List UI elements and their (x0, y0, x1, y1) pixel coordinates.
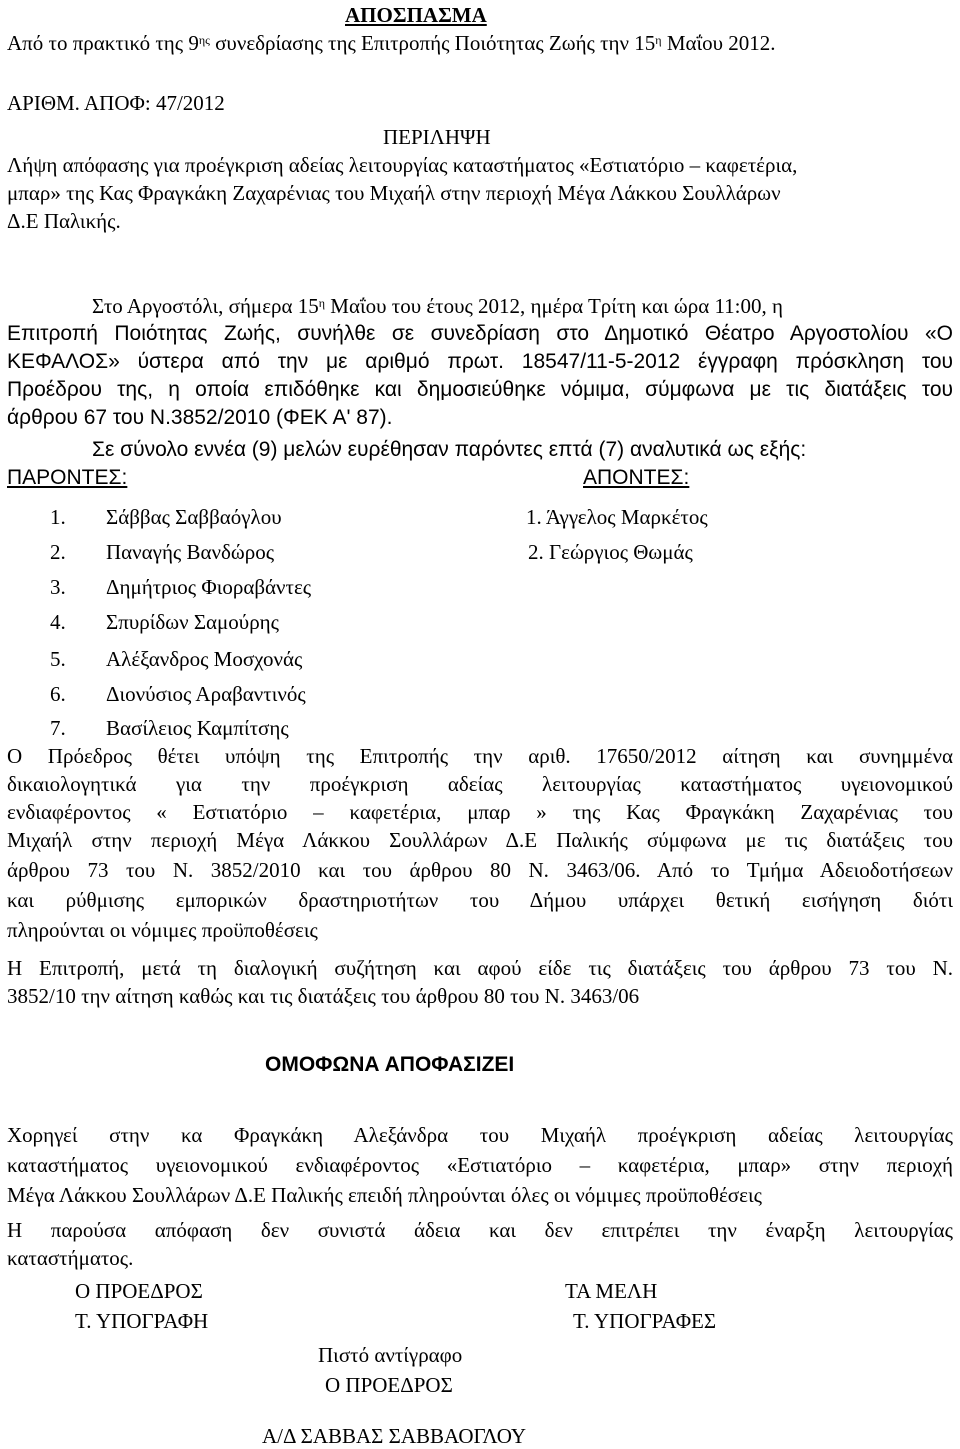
document-title: ΑΠΟΣΠΑΣΜΑ (345, 3, 487, 27)
present-header: ΠΑΡΟΝΤΕΣ: (7, 466, 128, 489)
body-line: δικαιολογητικά για την προέγκριση αδείας λειτουργίας καταστήματος υγειονομικού (7, 772, 953, 796)
members-label: ΤΑ ΜΕΛΗ (565, 1279, 658, 1303)
intro-first-line: Στο Αργοστόλι, σήμερα $15^\eta$ Μαΐου του έτους 2012, ημέρα Τρίτη και ώρα 11:00, η (92, 294, 783, 318)
intro-line: άρθρου 67 του Ν.3852/2010 (ΦΕΚ Α' 87). (7, 406, 393, 429)
summary-line: μπαρ» της Κας Φραγκάκη Ζαχαρένιας του Μιχαήλ στην περιοχή Μέγα Λάκκου Σουλλάρων (7, 181, 781, 205)
decision-heading: ΟΜΟΦΩΝΑ ΑΠΟΦΑΣΙΖΕΙ (265, 1053, 515, 1076)
quorum-line: Σε σύνολο εννέα (9) μελών ευρέθησαν παρόντες επτά (7) αναλυτικά ως εξής: (92, 438, 807, 461)
absent-member: 2. Γεώργιος Θωμάς (528, 540, 693, 564)
body-line: καταστήματος. (7, 1246, 134, 1270)
present-member: 3. Δημήτριος Φιοραβάντες (50, 575, 312, 599)
present-member: 4. Σπυρίδων Σαμούρης (50, 610, 279, 634)
members-signature: Τ. ΥΠΟΓΡΑΦΕΣ (573, 1309, 717, 1333)
body-line: Ο Πρόεδρος θέτει υπόψη της Επιτροπής την αριθ. 17650/2012 αίτηση και συνημμένα (7, 744, 953, 768)
intro-line: Επιτροπή Ποιότητας Ζωής, συνήλθε σε συνεδρίαση στο Δημοτικό Θέατρο Αργοστολίου «Ο (7, 322, 953, 345)
body-line: Η Επιτροπή, μετά τη διαλογική συζήτηση και αφού είδε τις διατάξεις του άρθρου 73 του Ν. (7, 956, 953, 980)
present-member: 6. Διονύσιος Αραβαντινός (50, 682, 306, 706)
president-signature: Τ. ΥΠΟΓΡΑΦΗ (75, 1309, 209, 1333)
summary-title: ΠΕΡΙΛΗΨΗ (383, 125, 491, 149)
body-line: πληρούνται οι νόμιμες προϋποθέσεις (7, 918, 318, 942)
body-line: Χορηγεί στην κα Φραγκάκη Αλεξάνδρα του Μιχαήλ προέγκριση αδείας λειτουργίας (7, 1123, 953, 1147)
body-line: άρθρου 73 του Ν. 3852/2010 και του άρθρου 80 Ν. 3463/06. Από το Τμήμα Αδειοδοτήσεων (7, 858, 953, 882)
true-copy-president: Ο ΠΡΟΕΔΡΟΣ (325, 1373, 453, 1397)
summary-line: Δ.Ε Παλικής. (7, 209, 121, 233)
signer-name: Α/Δ ΣΑΒΒΑΣ ΣΑΒΒΑΟΓΛΟΥ (262, 1424, 527, 1448)
present-member: 7. Βασίλειος Καμπίτσης (50, 716, 289, 740)
summary-line: Λήψη απόφασης για προέγκριση αδείας λειτουργίας καταστήματος «Εστιατόριο – καφετέρια, (7, 153, 798, 177)
body-line: Μιχαήλ στην περιοχή Μέγα Λάκκου Σουλλάρων Δ.Ε Παλικής σύμφωνα με τις διατάξεις του (7, 828, 953, 852)
president-label: Ο ΠΡΟΕΔΡΟΣ (75, 1279, 203, 1303)
body-line: Η παρούσα απόφαση δεν συνιστά άδεια και δεν επιτρέπει την έναρξη λειτουργίας (7, 1218, 953, 1242)
present-member: 2. Παναγής Βανδώρος (50, 540, 275, 564)
intro-line: Προέδρου της, η οποία επιδόθηκε και δημοσιεύθηκε νόμιμα, σύμφωνα με τις διατάξεις του (7, 378, 953, 401)
present-member: 5. Αλέξανδρος Μοσχονάς (50, 647, 303, 671)
present-member: 1. Σάββας Σαββαόγλου (50, 505, 282, 529)
body-line: 3852/10 την αίτηση καθώς και τις διατάξεις του άρθρου 80 του Ν. 3463/06 (7, 984, 640, 1008)
body-line: και ρύθμισης εμπορικών δραστηριοτήτων του Δήμου υπάρχει θετική εισήγηση διότι (7, 888, 953, 912)
decision-number: ΑΡΙΘΜ. ΑΠΟΦ: 47/2012 (7, 91, 225, 115)
true-copy-label: Πιστό αντίγραφο (318, 1343, 463, 1367)
intro-line: ΚΕΦΑΛΟΣ» ύστερα από την με αριθμό πρωτ. 18547/11-5-2012 έγγραφη πρόσκληση του (7, 350, 953, 373)
body-line: ενδιαφέροντος « Εστιατόριο – καφετέρια, μπαρ » της Κας Φραγκάκη Ζαχαρένιας του (7, 800, 953, 824)
absent-header: ΑΠΟΝΤΕΣ: (583, 466, 690, 489)
absent-member: 1. Άγγελος Μαρκέτος (526, 505, 708, 529)
body-line: Μέγα Λάκκου Σουλλάρων Δ.Ε Παλικής επειδή πληρούνται όλες οι νόμιμες προϋποθέσεις (7, 1183, 762, 1207)
body-line: καταστήματος υγειονομικού ενδιαφέροντος «Εστιατόριο – καφετέρια, μπαρ» στην περιοχή (7, 1153, 953, 1177)
extract-line: Από το πρακτικό της $9^{\eta\varsigma}$ συνεδρίασης της Επιτροπής Ποιότητας Ζωής την $15^\eta$ Μαΐου 2012. (7, 31, 776, 55)
